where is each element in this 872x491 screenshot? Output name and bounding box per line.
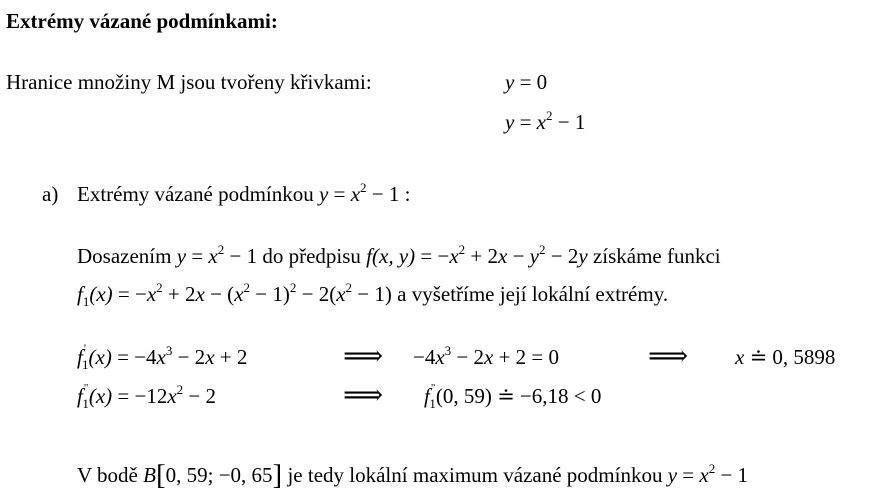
stationary-equation: $-4x^3 - 2x + 2 = 0$ (413, 343, 560, 369)
curve-equation-1: y = 0 (505, 70, 548, 94)
section-heading: Extrémy vázané podmínkami: (6, 9, 278, 33)
stationary-point: x ≐ 0, 5898 (735, 345, 836, 369)
section-label: a) (42, 182, 59, 206)
curve-equation-2: $y = x^2 - 1$ (505, 108, 586, 134)
implies-arrow-3: ⟹ (343, 380, 384, 411)
second-derivative-value: $f^"_1(0$, 59) ≐ −6,18 < 0 (424, 382, 602, 411)
first-derivative: $f'_1(x) = -4x^3 - 2x + 2$ (77, 341, 248, 372)
implies-arrow-2: ⟹ (648, 341, 689, 372)
second-derivative: $f^"_1(x) = -12x^2 - 2$ (77, 382, 217, 411)
conclusion-line: V bodě B[0, 59; −0, 65] je tedy lokální maximum vázané podmínkou $y = x^2 - 1$ (77, 459, 749, 491)
section-title: Extrémy vázané podmínkou $y = x^2 - 1$ : (77, 180, 411, 206)
function-f1-line: $f_1(x) = -x^2 + 2x - (x^2 - 1)^2 - 2(x^2 - 1)$ a vyšetříme její lokální extrémy. (77, 280, 669, 309)
substitution-line: Dosazením $y = x^2 - 1$ do předpisu f(x, $y) = -x^2 + 2x - y^2 - 2y$ získáme funkci (77, 242, 721, 268)
boundary-intro: Hranice množiny M jsou tvořeny křivkami: (6, 70, 372, 94)
implies-arrow-1: ⟹ (343, 341, 384, 372)
